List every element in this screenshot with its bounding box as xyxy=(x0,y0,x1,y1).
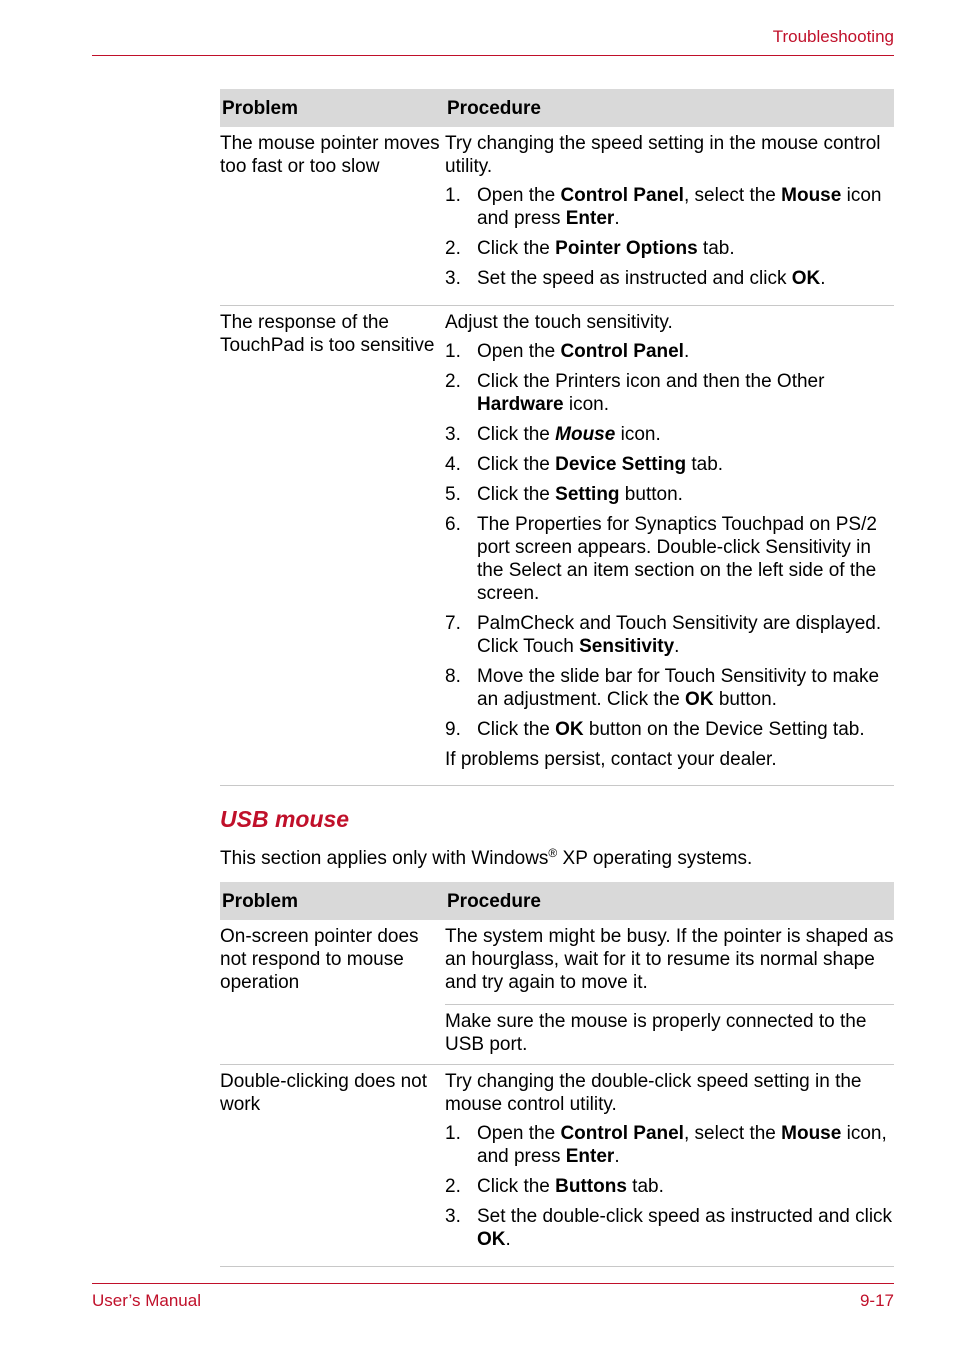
table-header-row xyxy=(220,89,894,127)
list-item: 1. Open the Control Panel, select the Mouse icon, and press Enter. xyxy=(445,1123,887,1167)
page-number: 9-17 xyxy=(859,1291,894,1310)
section-intro: This section applies only with Windows® XP operating systems. xyxy=(220,846,753,869)
problem-cell: On-screen pointer does not respond to mouse operation xyxy=(220,920,445,1065)
column-header-procedure: Procedure xyxy=(445,89,894,127)
list-item: 2. Click the Printers icon and then the Other Hardware icon. xyxy=(445,371,825,415)
list-item: 2. Click the Buttons tab. xyxy=(445,1176,664,1197)
procedure-steps xyxy=(445,1122,894,1251)
list-item: 5. Click the Setting button. xyxy=(445,484,683,505)
procedure-cell xyxy=(445,1065,894,1267)
procedure-intro: Try changing the speed setting in the mouse control utility. xyxy=(445,133,881,177)
troubleshooting-table-1 xyxy=(220,89,894,786)
section-heading: USB mouse xyxy=(220,806,350,832)
list-item: 1. Open the Control Panel, select the Mouse icon and press Enter. xyxy=(445,185,882,229)
header-section-title: Troubleshooting xyxy=(772,27,894,46)
column-header-problem: Problem xyxy=(220,89,445,127)
column-header-procedure: Procedure xyxy=(445,882,894,920)
troubleshooting-table-2 xyxy=(220,882,894,1267)
list-item: 1. Open the Control Panel. xyxy=(445,341,690,362)
procedure-cell xyxy=(445,306,894,786)
list-item: 6. The Properties for Synaptics Touchpad on PS/2 port screen appears. Double-click Sensitivity in the Select an item section on the left side of the screen. xyxy=(445,514,877,604)
list-item: 7. PalmCheck and Touch Sensitivity are displayed. Click Touch Sensitivity. xyxy=(445,613,882,657)
header-rule xyxy=(92,55,894,56)
procedure-steps xyxy=(445,340,894,741)
footer-manual-title: User’s Manual xyxy=(92,1291,201,1310)
procedure-outro: If problems persist, contact your dealer. xyxy=(445,749,777,770)
table-row xyxy=(220,1065,894,1267)
problem-cell: The mouse pointer moves too fast or too slow xyxy=(220,127,445,306)
table-row xyxy=(220,306,894,786)
problem-cell: The response of the TouchPad is too sensitive xyxy=(220,306,445,786)
procedure-cell xyxy=(445,127,894,306)
table-row xyxy=(220,920,894,1005)
list-item: 4. Click the Device Setting tab. xyxy=(445,454,724,475)
procedure-intro: Adjust the touch sensitivity. xyxy=(445,312,673,333)
list-item: 3. Set the speed as instructed and click OK. xyxy=(445,268,826,289)
table-row xyxy=(220,127,894,306)
list-item: 2. Click the Pointer Options tab. xyxy=(445,238,735,259)
table-header-row xyxy=(220,882,894,920)
column-header-problem: Problem xyxy=(220,882,445,920)
problem-cell: Double-clicking does not work xyxy=(220,1065,445,1267)
list-item: 3. Click the Mouse icon. xyxy=(445,424,661,445)
procedure-intro: Try changing the double-click speed setting in the mouse control utility. xyxy=(445,1071,862,1115)
procedure-cell: Make sure the mouse is properly connected to the USB port. xyxy=(445,1005,894,1065)
footer-rule xyxy=(92,1283,894,1284)
procedure-cell: The system might be busy. If the pointer is shaped as an hourglass, wait for it to resume its normal shape and try again to move it. xyxy=(445,920,894,1005)
list-item: 3. Set the double-click speed as instructed and click OK. xyxy=(445,1206,893,1250)
registered-mark: ® xyxy=(548,846,558,860)
list-item: 9. Click the OK button on the Device Setting tab. xyxy=(445,719,865,740)
list-item: 8. Move the slide bar for Touch Sensitivity to make an adjustment. Click the OK button. xyxy=(445,666,880,710)
procedure-steps xyxy=(445,184,894,290)
